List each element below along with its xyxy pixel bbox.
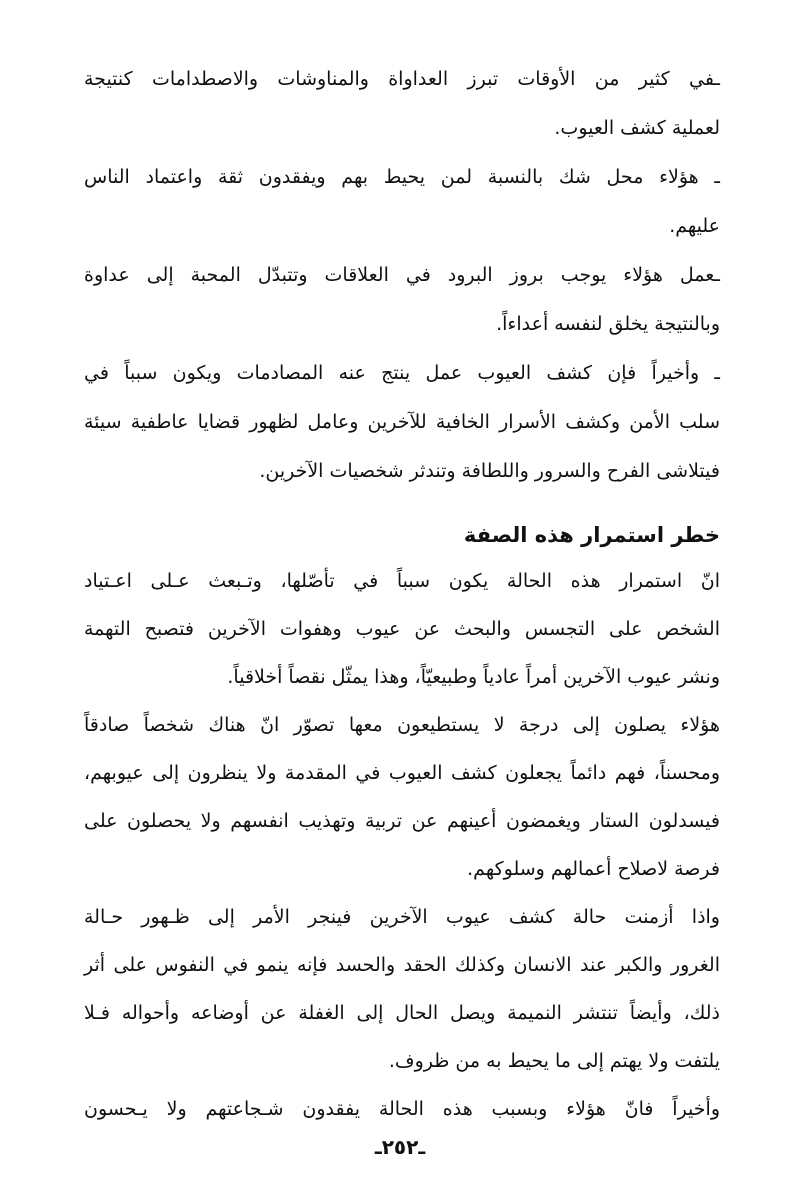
page-number: ـ٢٥٢ـ [374,1135,426,1159]
section-heading: خطر استمرار هذه الصفة [463,523,720,547]
text-line: هؤلاء يصلون إلى درجة لا يستطيعون معها تصوّر انّ هناك شخصاً صادقاً [84,714,720,736]
text-line: عليهم. [669,215,720,237]
text-line: ـ هؤلاء محل شك بالنسبة لمن يحيط بهم ويفقدون ثقة واعتماد الناس [84,166,720,188]
bullet-item [84,260,720,339]
text-line: يلتفت ولا يهتم إلى ما يحيط به من ظروف. [388,1050,720,1072]
text-line: ونشر عيوب الآخرين أمراً عادياً وطبيعيّاً، وهذا يمثّل نقصاً أخلاقياً. [227,666,720,688]
text-line: ذلك، وأيضاً تنتشر النميمة ويصل الحال إلى الغفلة عن أوضاعه وأحواله فـلا [84,1002,720,1024]
text-line: واذا أزمنت حالة كشف عيوب الآخرين فينجر الأمر إلى ظـهور حـالة [84,906,720,928]
text-line: فيتلاشى الفرح والسرور واللطافة وتندثر شخصيات الآخرين. [259,460,720,482]
text-line: فرصة لاصلاح أعمالهم وسلوكهم. [467,858,720,880]
text-line: فيسدلون الستار ويغمضون أعينهم عن تربية وتهذيب انفسهم ولا يحصلون على [84,810,720,832]
paragraph [84,566,720,692]
text-line: ـ وأخيراً فإن كشف العيوب عمل ينتج عنه المصادمات ويكون سبباً في [84,362,720,384]
bullet-item [84,358,720,486]
text-line: سلب الأمن وكشف الأسرار الخافية للآخرين وعامل لظهور قضايا عاطفية سيئة [84,411,720,433]
text-line: الغرور والكبر عند الانسان وكذلك الحقد والحسد فإنه ينمو في النفوس على أثر [84,954,720,976]
text-line: ـعمل هؤلاء يوجب بروز البرود في العلاقات وتتبدّل المحبة إلى عداوة [84,264,720,286]
text-line: وبالنتيجة يخلق لنفسه أعداءاً. [496,313,720,335]
text-line: ـفي كثير من الأوقات تبرز العداواة والمناوشات والاصطدامات كنتيجة [84,68,720,90]
text-line: وأخيراً فانّ هؤلاء وبسبب هذه الحالة يفقدون شـجاعتهم ولا يـحسون [84,1098,720,1120]
bullet-item [84,162,720,241]
text-line: انّ استمرار هذه الحالة يكون سبباً في تأصّلها، وتـبعث عـلى اعـتياد [84,570,720,592]
text-line: لعملية كشف العيوب. [554,117,720,139]
paragraph [84,902,720,1076]
text-line: الشخص على التجسس والبحث عن عيوب وهفوات الآخرين فتصبح التهمة [84,618,720,640]
bullet-item [84,64,720,143]
paragraph [84,710,720,884]
bullet-list [84,64,720,486]
text-line: ومحسناً، فهم دائماً يجعلون كشف العيوب في المقدمة ولا ينظرون إلى عيوبهم، [84,762,720,784]
paragraph [84,1094,720,1124]
body-text [84,566,720,1124]
page-content [84,64,720,1124]
